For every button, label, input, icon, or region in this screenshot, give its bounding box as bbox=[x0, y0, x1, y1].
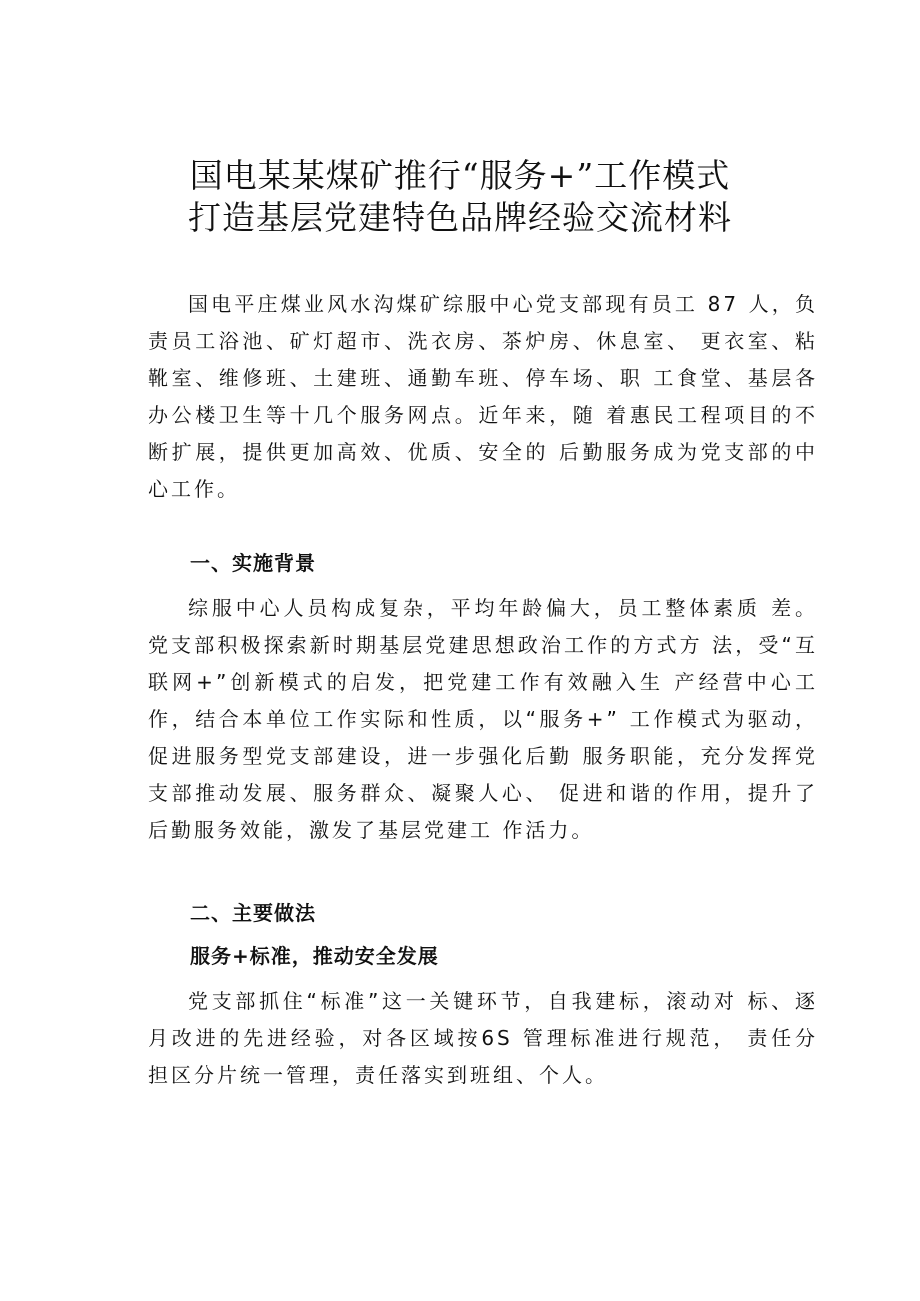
subsection-heading-service-standard: 服务+标准，推动安全发展 bbox=[190, 944, 439, 968]
intro-paragraph: 国电平庄煤业风水沟煤矿综服中心党支部现有员工 87 人，负责员工浴池、矿灯超市、洗衣房、茶炉房、休息室、 更衣室、粘靴室、维修班、土建班、通勤车班、停车场、职 工食堂、基层各办公楼卫生等十几个服务网点。近年来，随 着惠民工程项目的不断扩展，提供更加高效、优质、安全的 后勤服务成为党支部的中心工作。 bbox=[148, 292, 818, 501]
document-title-line-2: 打造基层党建特色品牌经验交流材料 bbox=[188, 198, 732, 237]
service-standard-paragraph: 党支部抓住“标准”这一关键环节，自我建标，滚动对 标、逐月改进的先进经验，对各区域按6S 管理标准进行规范， 责任分担区分片统一管理，责任落实到班组、个人。 bbox=[148, 989, 818, 1087]
document-title-line-1: 国电某某煤矿推行“服务+”工作模式 bbox=[189, 156, 731, 195]
section-heading-background: 一、实施背景 bbox=[190, 551, 316, 575]
background-paragraph: 综服中心人员构成复杂，平均年龄偏大，员工整体素质 差。党支部积极探索新时期基层党建思想政治工作的方式方 法，受“互联网+”创新模式的启发，把党建工作有效融入生 产经营中心工作，结合本单位工作实际和性质，以“服务+” 工作模式为驱动，促进服务型党支部建设，进一步强化后勤 服务职能，充分发挥党支部推动发展、服务群众、凝聚人心、 促进和谐的作用，提升了后勤服务效能，激发了基层党建工 作活力。 bbox=[148, 596, 818, 842]
section-heading-main-practices: 二、主要做法 bbox=[190, 901, 316, 925]
